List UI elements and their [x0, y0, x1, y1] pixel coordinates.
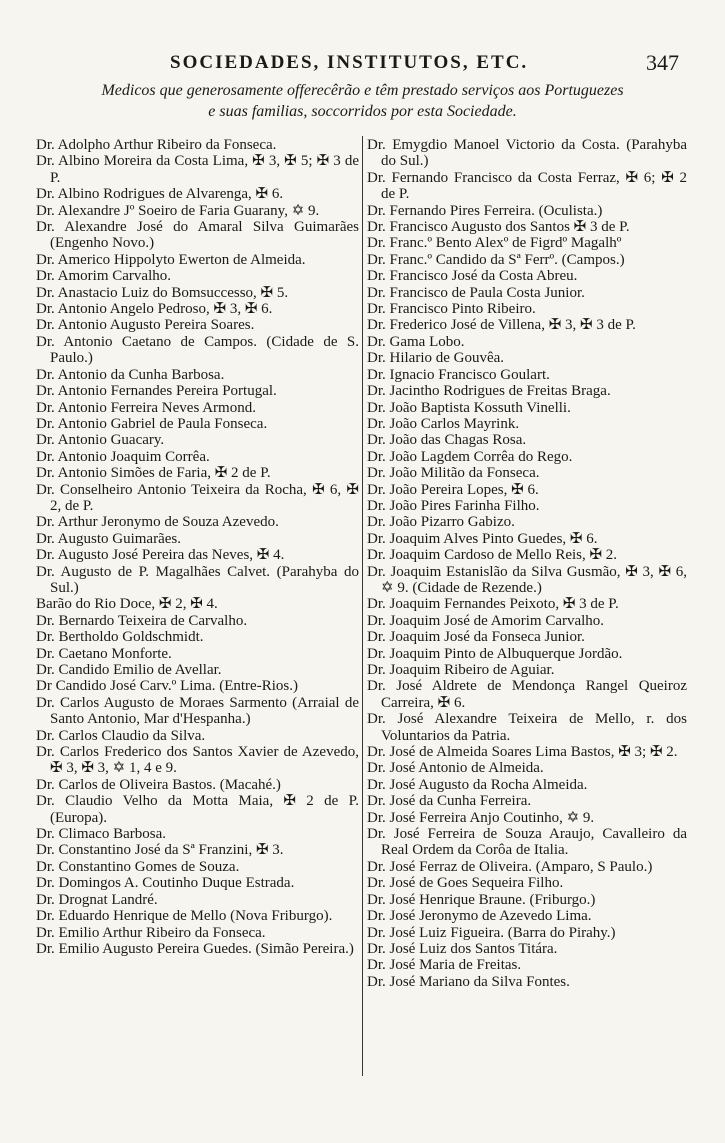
entry-item: Dr. Antonio Angelo Pedroso, ✠ 3, ✠ 6. — [36, 301, 273, 318]
entry-item: Dr. Albino Moreira da Costa Lima, ✠ 3, ✠ 5; ✠ 3 de P. — [36, 153, 359, 186]
entry-item: Dr. Antonio Augusto Pereira Soares. — [36, 317, 255, 334]
entry-item: Dr. Joaquim José da Fonseca Junior. — [367, 629, 585, 646]
entry-item: Dr. José Augusto da Rocha Almeida. — [367, 776, 588, 793]
entry-item: Barão do Rio Doce, ✠ 2, ✠ 4. — [36, 596, 218, 613]
entry-item: Dr. José Jeronymo de Azevedo Lima. — [367, 908, 592, 925]
subtitle-line-1: Medicos que generosamente offerecêrão e têm prestado serviços aos Portuguezes — [101, 82, 624, 99]
entry-item: Dr. Carlos de Oliveira Bastos. (Macahé.) — [36, 776, 281, 793]
entry-item: Dr. Francisco José da Costa Abreu. — [367, 268, 578, 285]
entry-item: Dr. José Maria de Freitas. — [367, 957, 522, 974]
entry-item: Dr. Carlos Claudio da Silva. — [36, 727, 206, 744]
entry-item: Dr. Antonio Fernandes Pereira Portugal. — [36, 383, 277, 400]
column-divider — [362, 136, 363, 1076]
entry-item: Dr. Fernando Pires Ferreira. (Oculista.) — [367, 202, 603, 219]
entry-item: Dr. João Pires Farinha Filho. — [367, 497, 540, 514]
entry-item: Dr. Augusto Guimarães. — [36, 530, 181, 547]
entry-item: Dr. Francisco Augusto dos Santos ✠ 3 de P. — [367, 219, 630, 236]
entry-item: Dr. Domingos A. Coutinho Duque Estrada. — [36, 875, 295, 892]
entry-item: Dr. Francisco de Paula Costa Junior. — [367, 284, 585, 301]
entry-item: Dr. Joaquim Pinto de Albuquerque Jordão. — [367, 645, 623, 662]
entry-item: Dr. Antonio Gabriel de Paula Fonseca. — [36, 415, 268, 432]
page-number: 347 — [646, 50, 679, 75]
entry-item: Dr. José Luiz dos Santos Titára. — [367, 940, 558, 957]
entry-item: Dr. Antonio Ferreira Neves Armond. — [36, 399, 256, 416]
entry-item: Dr. Bertholdo Goldschmidt. — [36, 629, 204, 646]
entry-item: Dr. Ignacio Francisco Goulart. — [367, 366, 550, 383]
entry-item: Dr. Eduardo Henrique de Mello (Nova Friburgo). — [36, 908, 333, 925]
entry-item: Dr. João Pizarro Gabizo. — [367, 514, 515, 531]
entry-item: Dr. Antonio Joaquim Corrêa. — [36, 448, 210, 465]
entry-item: Dr. João das Chagas Rosa. — [367, 432, 527, 449]
entry-item: Dr. Constantino Gomes de Souza. — [36, 858, 240, 875]
entry-item: Dr. Carlos Augusto de Moraes Sarmento (Arraial de Santo Antonio, Mar d'Hespanha.) — [36, 694, 359, 728]
section-subtitle — [30, 80, 695, 122]
entry-item: Dr. José da Cunha Ferreira. — [367, 793, 532, 810]
entry-item: Dr. Fernando Francisco da Costa Ferraz, ✠ 6; ✠ 2 de P. — [367, 169, 687, 203]
entry-item: Dr. Alexandre Jº Soeiro de Faria Guarany, ✡ 9. — [36, 202, 320, 219]
entry-item: Dr. José Henrique Braune. (Friburgo.) — [367, 891, 596, 908]
entry-item: Dr. José de Almeida Soares Lima Bastos, ✠ 3; ✠ 2. — [367, 744, 678, 761]
entry-item: Dr Candido José Carv.º Lima. (Entre-Rios.) — [36, 678, 298, 695]
right-column — [367, 137, 687, 990]
entry-item: Dr. Joaquim Ribeiro de Aguiar. — [367, 662, 555, 678]
entry-item: Dr. Augusto de P. Magalhães Calvet. (Parahyba do Sul.) — [36, 563, 359, 596]
entry-item: Dr. Drognat Landré. — [36, 891, 158, 908]
entry-item: Dr. José Ferraz de Oliveira. (Amparo, S Paulo.) — [367, 858, 653, 875]
entry-item: Dr. Emilio Arthur Ribeiro da Fonseca. — [36, 924, 266, 941]
entry-item: Dr. Caetano Monforte. — [36, 645, 172, 662]
entry-item: Dr. Augusto José Pereira das Neves, ✠ 4. — [36, 547, 285, 564]
entry-item: Dr. Adolpho Arthur Ribeiro da Fonseca. — [36, 137, 277, 153]
entry-item: Dr. Joaquim Fernandes Peixoto, ✠ 3 de P. — [367, 596, 619, 613]
entry-item: Dr. Carlos Frederico dos Santos Xavier de Azevedo, ✠ 3, ✠ 3, ✡ 1, 4 e 9. — [36, 744, 359, 777]
entry-item: Dr. José Mariano da Silva Fontes. — [367, 973, 570, 990]
entry-item: Dr. Americo Hippolyto Ewerton de Almeida. — [36, 251, 306, 268]
entry-item: Dr. Emilio Augusto Pereira Guedes. (Simão Pereira.) — [36, 940, 354, 957]
entry-item: Dr. Antonio Guacary. — [36, 432, 165, 449]
left-column — [36, 137, 359, 957]
entry-item: Dr. Bernardo Teixeira de Carvalho. — [36, 612, 248, 629]
entry-item: Dr. Gama Lobo. — [367, 333, 465, 350]
entry-item: Dr. João Carlos Mayrink. — [367, 415, 520, 432]
entry-item: Dr. José Ferreira de Souza Araujo, Cavalleiro da Real Ordem da Corôa de Italia. — [367, 826, 687, 859]
entry-item: Dr. Francisco Pinto Ribeiro. — [367, 301, 536, 318]
entry-item: Dr. Hilario de Gouvêa. — [367, 350, 505, 367]
entry-item: Dr. José Aldrete de Mendonça Rangel Queiroz Carreira, ✠ 6. — [367, 678, 687, 711]
running-title: SOCIEDADES, INSTITUTOS, ETC. — [170, 52, 529, 73]
entry-item: Dr. João Lagdem Corrêa do Rego. — [367, 448, 573, 465]
entry-item: Dr. José de Goes Sequeira Filho. — [367, 875, 564, 892]
entry-item: Dr. Alexandre José do Amaral Silva Guimarães (Engenho Novo.) — [36, 219, 359, 252]
entry-item: Dr. Amorim Carvalho. — [36, 268, 171, 285]
entry-item: Dr. João Militão da Fonseca. — [367, 465, 540, 482]
entry-item: Dr. Joaquim Cardoso de Mello Reis, ✠ 2. — [367, 547, 618, 564]
entry-item: Dr. Franc.º Bento Alexº de Figrdº Magalhº — [367, 235, 622, 252]
entry-item: Dr. Joaquim Alves Pinto Guedes, ✠ 6. — [367, 530, 598, 547]
entry-item: Dr. Joaquim Estanislão da Silva Gusmão, ✠ 3, ✠ 6, ✡ 9. (Cidade de Rezende.) — [367, 563, 687, 596]
entry-item: Dr. Antonio Simões de Faria, ✠ 2 de P. — [36, 465, 271, 482]
entry-item: Dr. Constantino José da Sª Franzini, ✠ 3. — [36, 842, 284, 859]
entry-item: Dr. Antonio da Cunha Barbosa. — [36, 366, 225, 383]
entry-item: Dr. Franc.º Candido da Sª Ferrº. (Campos.) — [367, 251, 625, 268]
page-header — [0, 52, 725, 76]
entry-item: Dr. João Baptista Kossuth Vinelli. — [367, 399, 571, 416]
entry-item: Dr. Candido Emilio de Avellar. — [36, 662, 222, 678]
entry-item: Dr. Conselheiro Antonio Teixeira da Rocha, ✠ 6, ✠ 2, de P. — [36, 481, 359, 514]
entry-item: Dr. José Luiz Figueira. (Barra do Pirahy.) — [367, 924, 616, 941]
entry-item: Dr. Jacintho Rodrigues de Freitas Braga. — [367, 383, 611, 400]
entry-item: Dr. Emygdio Manoel Victorio da Costa. (Parahyba do Sul.) — [367, 137, 687, 170]
subtitle-line-2: e suas familias, soccorridos por esta Sociedade. — [208, 103, 517, 120]
entry-item: Dr. Climaco Barbosa. — [36, 826, 166, 843]
entry-item: Dr. Joaquim José de Amorim Carvalho. — [367, 612, 605, 629]
entry-item: Dr. José Antonio de Almeida. — [367, 760, 544, 777]
entry-item: Dr. Antonio Caetano de Campos. (Cidade de S. Paulo.) — [36, 333, 359, 367]
entry-item: Dr. Arthur Jeronymo de Souza Azevedo. — [36, 514, 279, 531]
entry-item: Dr. José Ferreira Anjo Coutinho, ✡ 9. — [367, 809, 595, 826]
entry-item: Dr. José Alexandre Teixeira de Mello, r. dos Voluntarios da Patria. — [367, 711, 687, 744]
entry-item: Dr. Frederico José de Villena, ✠ 3, ✠ 3 de P. — [367, 317, 636, 334]
entry-item: Dr. João Pereira Lopes, ✠ 6. — [367, 481, 539, 498]
entry-item: Dr. Anastacio Luiz do Bomsuccesso, ✠ 5. — [36, 284, 289, 301]
entry-item: Dr. Albino Rodrigues de Alvarenga, ✠ 6. — [36, 186, 284, 203]
entry-item: Dr. Claudio Velho da Motta Maia, ✠ 2 de P. (Europa). — [36, 793, 359, 826]
